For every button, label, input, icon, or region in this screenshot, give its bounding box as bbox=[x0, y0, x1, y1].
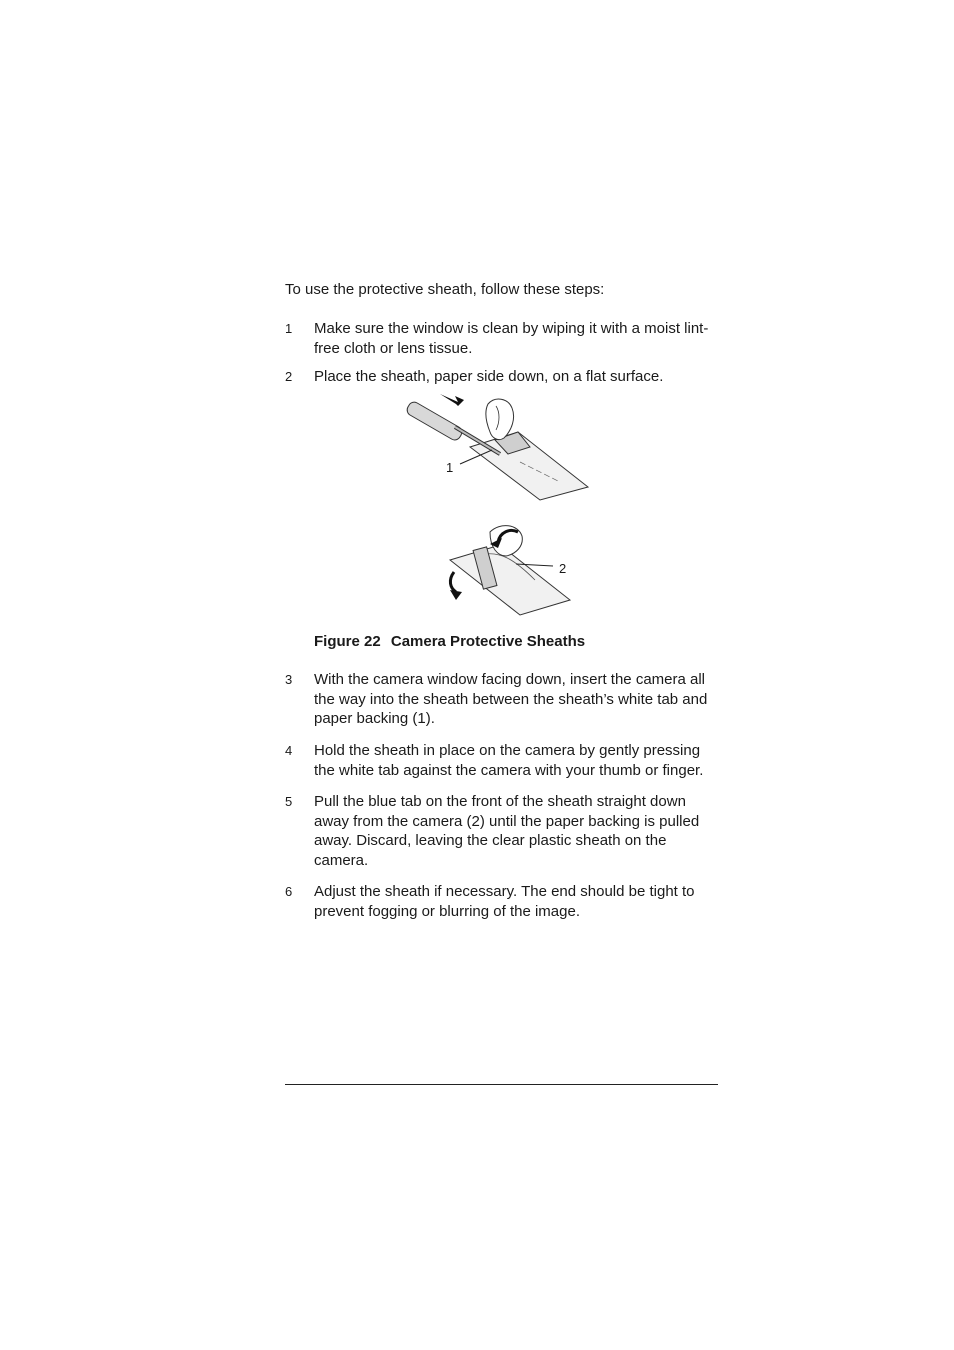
step-text: Adjust the sheath if necessary. The end should be tight to prevent fogging or blurring of the image. bbox=[314, 883, 695, 920]
sheath-insertion-illustration bbox=[400, 392, 600, 507]
footer-rule bbox=[285, 1084, 718, 1085]
step-number: 6 bbox=[285, 884, 293, 899]
step-number: 4 bbox=[285, 743, 293, 758]
intro-text: To use the protective sheath, follow these steps: bbox=[285, 281, 605, 298]
step-text: Pull the blue tab on the front of the sheath straight down away from the camera (2) until the paper backing is pulled away. Discard, leaving the clear plastic sheath on the camera. bbox=[314, 793, 700, 869]
step-number: 3 bbox=[285, 672, 293, 687]
step-text: Make sure the window is clean by wiping it with a moist lint-free cloth or lens tissue. bbox=[314, 320, 709, 357]
step-number: 5 bbox=[285, 794, 293, 809]
step-text: With the camera window facing down, insert the camera all the way into the sheath between the sheath’s white tab and paper backing (1). bbox=[314, 671, 708, 727]
step-number: 1 bbox=[285, 321, 293, 336]
figure-caption bbox=[314, 632, 591, 652]
figure-title: Camera Protective Sheaths bbox=[390, 633, 586, 650]
step-text: Hold the sheath in place on the camera by gently pressing the white tab against the camera with your thumb or finger. bbox=[314, 742, 704, 779]
callout-1: 1 bbox=[446, 460, 454, 475]
step-number: 2 bbox=[285, 369, 293, 384]
callout-2: 2 bbox=[559, 561, 567, 576]
step-text: Place the sheath, paper side down, on a flat surface. bbox=[314, 368, 664, 385]
figure-label: Figure 22 bbox=[314, 633, 381, 650]
